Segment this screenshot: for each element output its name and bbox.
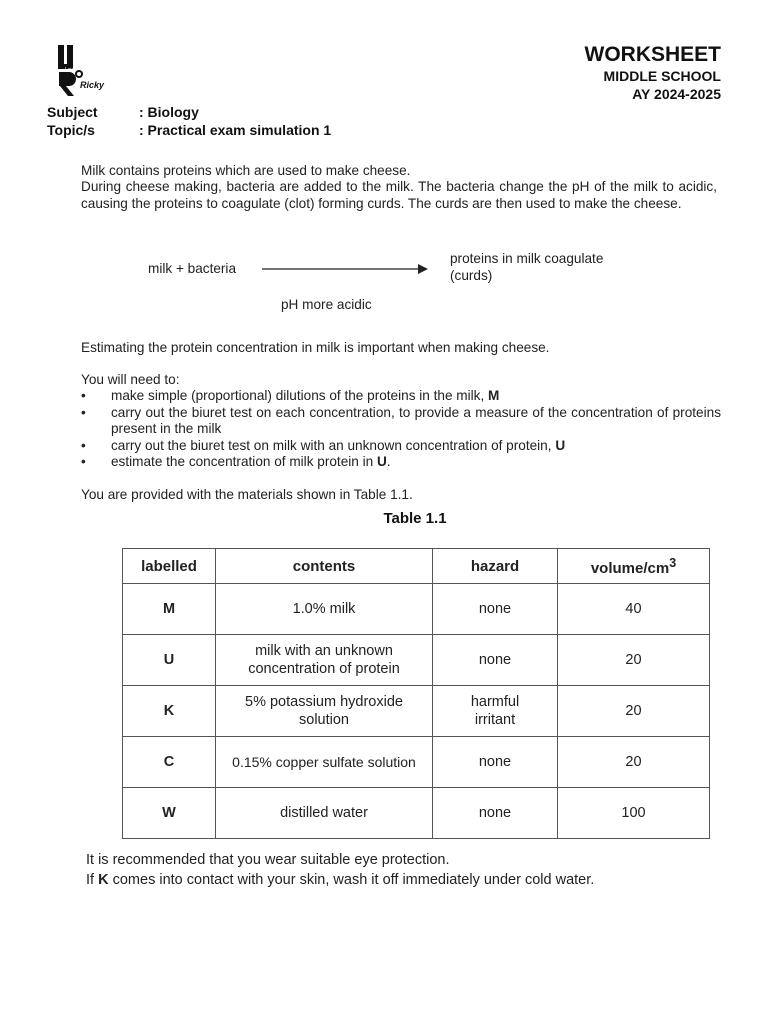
subject-value: : Biology (139, 104, 199, 120)
school-logo (55, 44, 107, 96)
materials-intro: You are provided with the materials shown in Table 1.1. (81, 487, 413, 502)
list-item-bold: M (488, 388, 500, 403)
bullet: • (81, 404, 86, 420)
list-item-tail: . (386, 454, 391, 469)
intro-line-2: During cheese making, bacteria are added to the milk. The bacteria change the pH of the milk to acidic, causing the proteins to coagulate (clot) forming curds. The curds are then used to make the cheese. (81, 179, 717, 211)
logo-text-bottom: Ricky (80, 80, 105, 90)
header-labelled: labelled (123, 549, 216, 584)
header-contents: contents (216, 549, 433, 584)
cell-volume: 100 (558, 788, 710, 839)
cell-hazard: none (433, 788, 558, 839)
header-volume (558, 549, 710, 584)
table-row (123, 686, 710, 737)
list-item-text: carry out the biuret test on milk with an unknown concentration of protein, (111, 437, 556, 453)
intro-line-1: Milk contains proteins which are used to make cheese. (81, 163, 411, 178)
table-caption: Table 1.1 (383, 510, 447, 527)
cell-label: C (123, 737, 216, 788)
cell-hazard: none (433, 584, 558, 635)
cell-label: M (123, 584, 216, 635)
equation-product-line-1: proteins in milk coagulate (450, 251, 604, 266)
list-item-text: estimate the concentration of milk protein in (111, 454, 377, 469)
table-row (123, 788, 710, 839)
safety-note-2-post: comes into contact with your skin, wash it off immediately under cold water. (108, 872, 595, 888)
header-hazard: hazard (433, 549, 558, 584)
list-item (81, 405, 721, 438)
cell-volume: 20 (558, 635, 710, 686)
table-row (123, 635, 710, 686)
topic-value: : Practical exam simulation 1 (139, 122, 332, 138)
header-volume-text: volume/cm (590, 559, 670, 577)
reaction-arrow (260, 262, 430, 276)
cell-hazard: harmful irritant (433, 686, 558, 737)
table-row (123, 737, 710, 788)
worksheet-title: WORKSHEET (584, 43, 721, 66)
table-header-row (123, 549, 710, 584)
materials-table (122, 548, 710, 839)
cell-volume: 20 (558, 686, 710, 737)
cell-volume: 20 (558, 737, 710, 788)
estimate-paragraph: Estimating the protein concentration in milk is important when making cheese. (81, 340, 550, 355)
cell-label: U (123, 635, 216, 686)
cell-volume: 40 (558, 584, 710, 635)
cell-contents: distilled water (216, 788, 433, 839)
list-item (81, 388, 721, 405)
topic-label: Topic/s (47, 122, 95, 138)
table-row (123, 584, 710, 635)
equation-reactants: milk + bacteria (148, 261, 237, 276)
cell-contents: 5% potassium hydroxide solution (216, 686, 433, 737)
academic-year: AY 2024-2025 (632, 86, 721, 102)
safety-note-1: It is recommended that you wear suitable eye protection. (86, 852, 450, 868)
cell-contents: 1.0% milk (216, 584, 433, 635)
list-item-bold: U (376, 454, 387, 469)
header-volume-sup: 3 (669, 555, 677, 570)
bullet: • (81, 454, 86, 469)
equation-condition: pH more acidic (281, 297, 372, 312)
safety-note-2 (86, 872, 594, 888)
cell-label: K (123, 686, 216, 737)
bullet: • (81, 437, 86, 453)
list-item-text: carry out the biuret test on each concentration, to provide a measure of the concentration of proteins present in the milk (111, 404, 721, 436)
bullet: • (81, 388, 86, 403)
list-item-bold: U (555, 437, 566, 453)
list-item (81, 454, 721, 471)
cell-contents: milk with an unknown concentration of protein (216, 635, 433, 686)
need-list (81, 388, 721, 471)
equation-products (450, 250, 603, 284)
need-heading: You will need to: (81, 372, 180, 387)
logo-text-top: Lev (65, 67, 74, 73)
cell-hazard: none (433, 635, 558, 686)
list-item-text: make simple (proportional) dilutions of the proteins in the milk, (111, 388, 489, 403)
safety-note-2-pre: If (86, 872, 99, 888)
equation-product-line-2: (curds) (450, 268, 493, 283)
cell-label: W (123, 788, 216, 839)
subject-label: Subject (47, 104, 98, 120)
school-level: MIDDLE SCHOOL (603, 68, 721, 84)
cell-hazard: none (433, 737, 558, 788)
list-item (81, 438, 721, 455)
cell-contents: 0.15% copper sulfate solution (216, 737, 433, 788)
safety-note-2-bold: K (98, 872, 109, 888)
